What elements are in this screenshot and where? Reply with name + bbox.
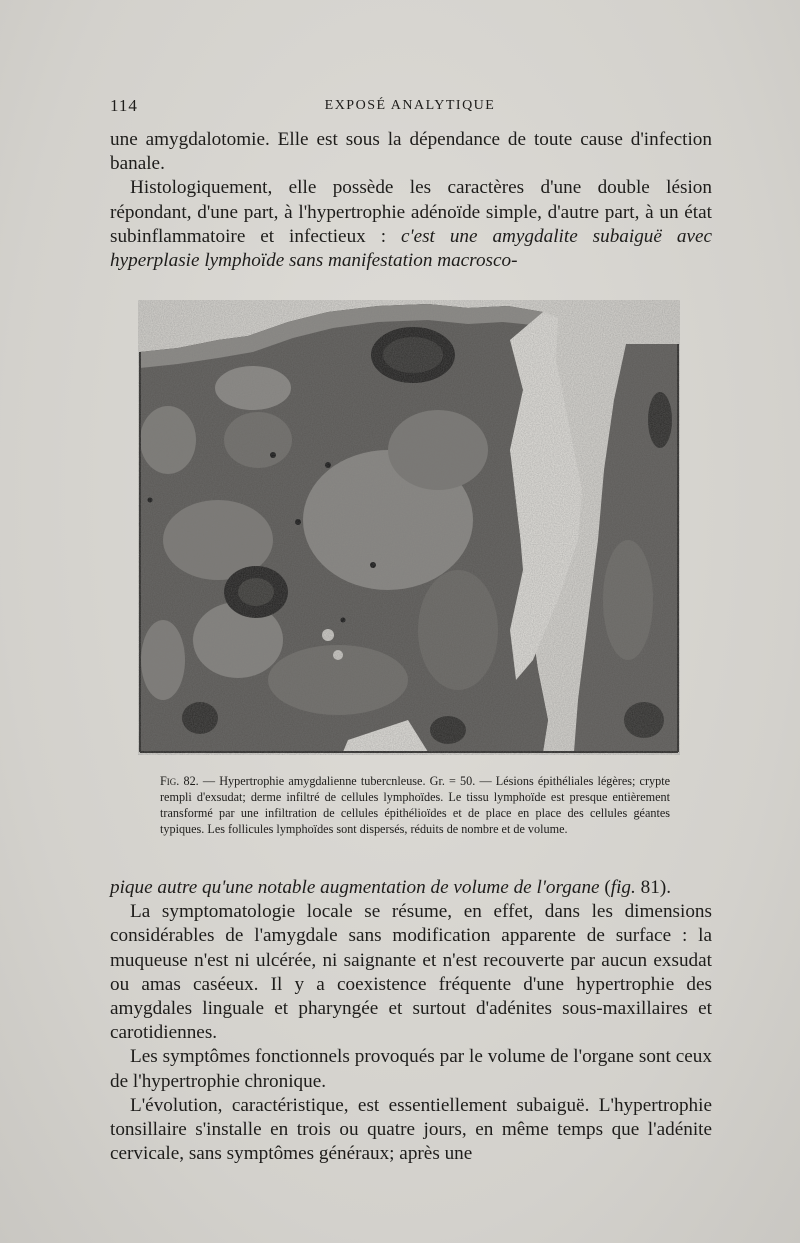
paragraph: L'évolution, caractéristique, est essentiellement subaiguë. L'hypertrophie tonsillaire s'installe en trois ou quatre jours, en même temps que l'adénite cervicale, sans symptômes généraux; après une <box>110 1094 712 1165</box>
italic-text: pique autre qu'une notable augmentation de volume de l'organe <box>110 877 600 898</box>
running-title: EXPOSÉ ANALYTIQUE <box>324 98 496 113</box>
paragraph: Les symptômes fonctionnels provoqués par le volume de l'organe sont ceux de l'hypertrophie chronique. <box>110 1046 712 1092</box>
page-number: 114 <box>110 96 138 115</box>
italic-text: c'est une amygdalite subaiguë avec hyperplasie lymphoïde sans manifestation macrosco- <box>110 225 712 272</box>
paragraph: une amygdalotomie. Elle est sous la dépendance de toute cause d'infection banale. <box>110 129 712 175</box>
figure-label: Fig. 82. <box>160 774 199 788</box>
text-run: ( <box>599 877 611 898</box>
paragraph <box>110 176 712 273</box>
running-head <box>110 96 710 116</box>
body-text-bottom <box>110 876 712 1166</box>
body-text-top <box>110 128 712 273</box>
caption-text: — Hypertrophie amygdalienne tubercnleuse. Gr. = 50. — Lésions épithéliales légères; crypte rempli d'exsudat; derme infiltré de cellules lymphoïdes. Le tissu lymphoïde est presque entièrement transformé par une infiltration de cellules épithélioïdes et de place en place des cellules géantes typiques. Les follicules lymphoïdes sont dispersés, réduits de nombre et de volume. <box>160 774 670 836</box>
histology-figure <box>138 300 680 755</box>
histology-engraving-icon <box>138 300 680 755</box>
paragraph: La symptomatologie locale se résume, en effet, dans les dimensions considérables de l'amygdale sans modification apparente de surface : la muqueuse n'est ni ulcérée, ni saignante et n'est recouverte par aucun exsudat ou amas caséeux. Il y a coexistence fréquente d'une hypertrophie des amygdales linguale et pharyngée et surtout d'adénites sous-maxillaires et carotidiennes. <box>110 901 712 1044</box>
figure-caption <box>160 774 670 838</box>
text-run: Histologiquement, elle possède les caractères d'une double lésion répondant, d'une part, à l'hypertrophie adénoïde simple, d'autre part, à un état subinflammatoire et infectieux : <box>110 177 712 247</box>
paragraph <box>110 876 712 900</box>
text-run: 81). <box>635 877 671 898</box>
figure-reference: fig. <box>610 877 636 898</box>
